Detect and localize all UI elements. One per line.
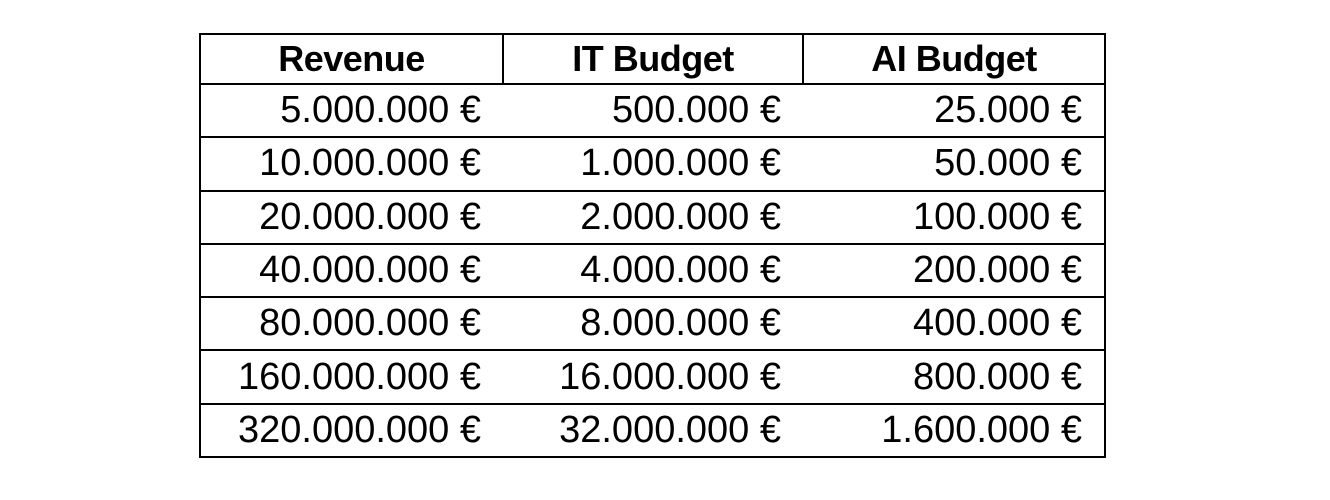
cell-revenue: 10.000.000 €	[200, 137, 503, 190]
cell-ai-budget: 100.000 €	[803, 191, 1105, 244]
budget-table	[199, 33, 1106, 458]
cell-it-budget: 4.000.000 €	[503, 244, 803, 297]
cell-revenue: 20.000.000 €	[200, 191, 503, 244]
cell-ai-budget: 200.000 €	[803, 244, 1105, 297]
cell-revenue: 320.000.000 €	[200, 404, 503, 457]
column-header-ai-budget: AI Budget	[803, 34, 1105, 84]
cell-it-budget: 2.000.000 €	[503, 191, 803, 244]
cell-it-budget: 500.000 €	[503, 84, 803, 137]
table-row	[200, 297, 1105, 350]
cell-ai-budget: 800.000 €	[803, 350, 1105, 403]
cell-ai-budget: 1.600.000 €	[803, 404, 1105, 457]
cell-revenue: 5.000.000 €	[200, 84, 503, 137]
table-row	[200, 404, 1105, 457]
table-row	[200, 350, 1105, 403]
cell-ai-budget: 400.000 €	[803, 297, 1105, 350]
header-row	[200, 34, 1105, 84]
cell-it-budget: 1.000.000 €	[503, 137, 803, 190]
table-row	[200, 244, 1105, 297]
column-header-revenue: Revenue	[200, 34, 503, 84]
cell-revenue: 160.000.000 €	[200, 350, 503, 403]
cell-revenue: 80.000.000 €	[200, 297, 503, 350]
cell-ai-budget: 25.000 €	[803, 84, 1105, 137]
cell-it-budget: 32.000.000 €	[503, 404, 803, 457]
table-row	[200, 191, 1105, 244]
cell-ai-budget: 50.000 €	[803, 137, 1105, 190]
table-row	[200, 137, 1105, 190]
cell-revenue: 40.000.000 €	[200, 244, 503, 297]
column-header-it-budget: IT Budget	[503, 34, 803, 84]
table-row	[200, 84, 1105, 137]
cell-it-budget: 8.000.000 €	[503, 297, 803, 350]
cell-it-budget: 16.000.000 €	[503, 350, 803, 403]
